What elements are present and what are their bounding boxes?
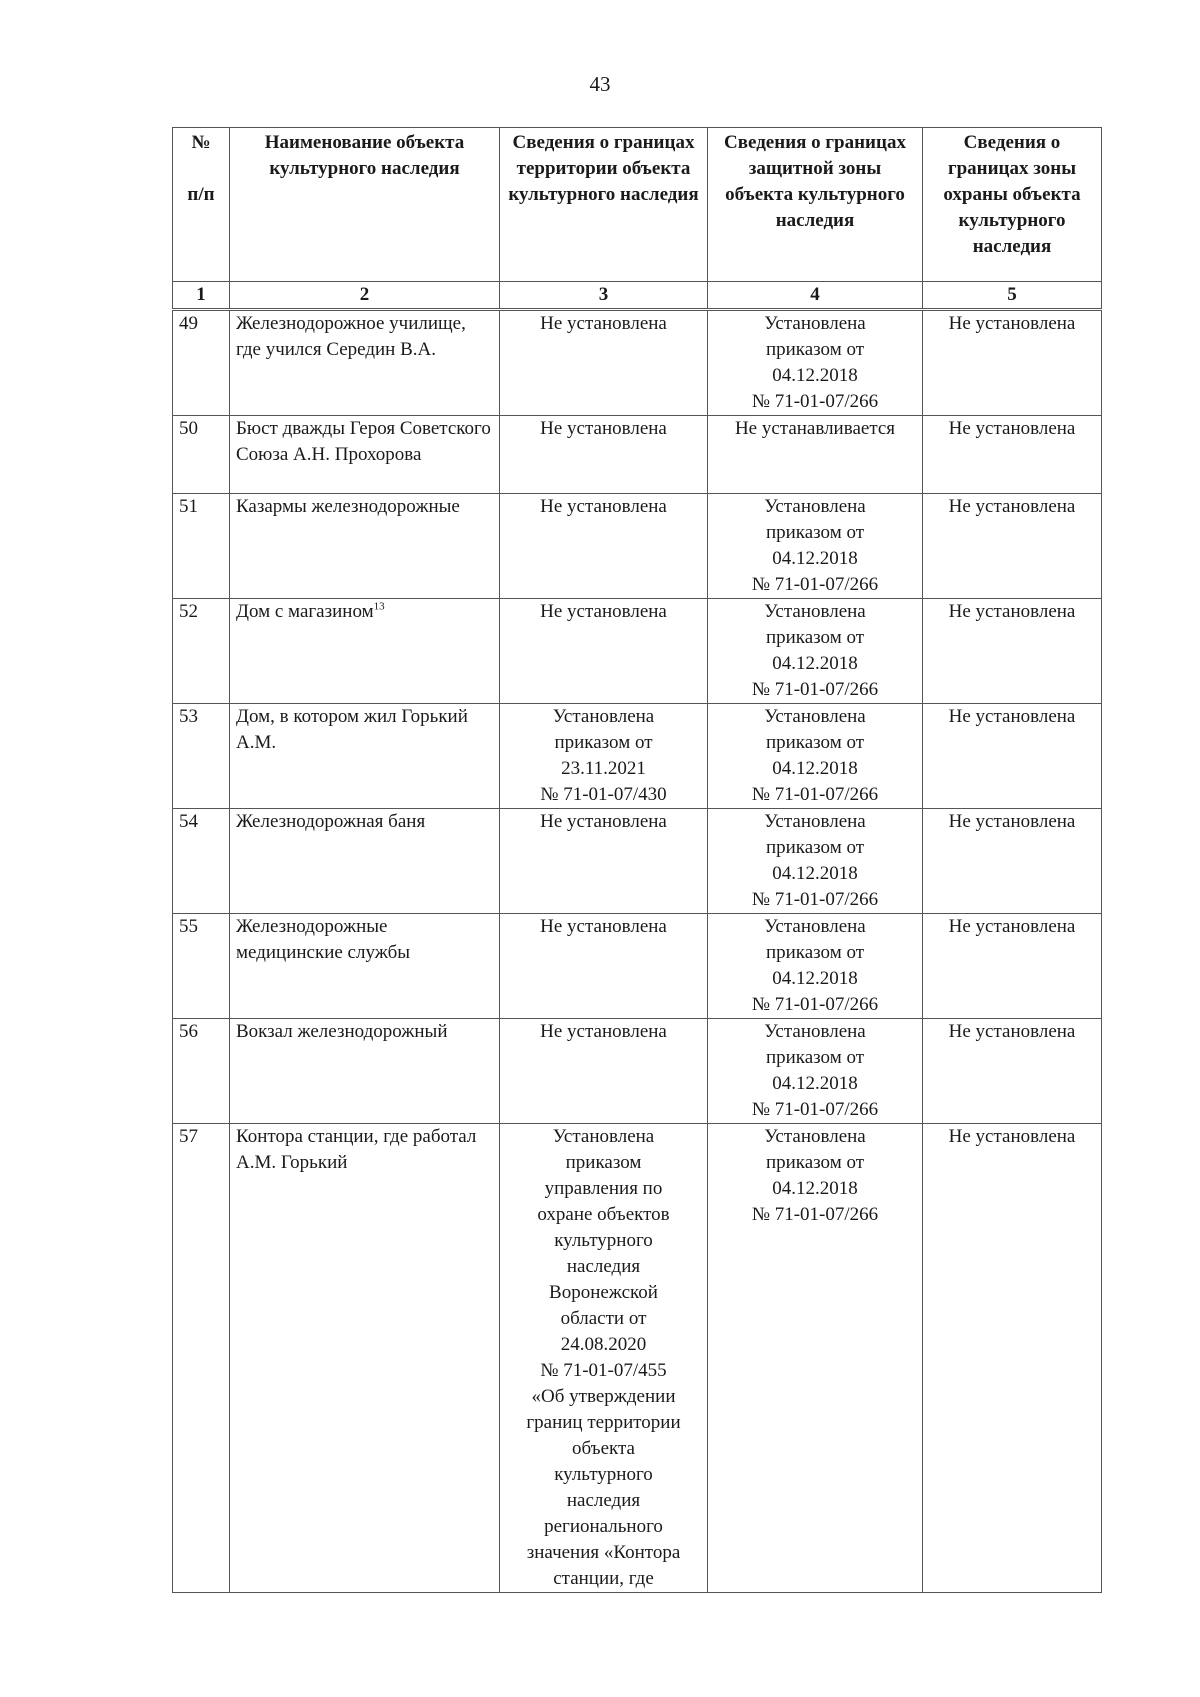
table-row [173, 809, 1102, 914]
protection-zone-cell: Не установлена [923, 809, 1102, 914]
territory-bounds-line: объекта [572, 1438, 635, 1459]
protective-zone-line: № 71-01-07/266 [751, 784, 879, 805]
territory-bounds-line: Воронежской [549, 1282, 658, 1303]
header-protective-zone: Сведения о границах защитной зоны объекта культурного наследия [708, 128, 923, 282]
object-name-cell [230, 704, 500, 809]
object-name-cell [230, 914, 500, 1019]
protective-zone-line: 04.12.2018 [772, 548, 858, 569]
object-name: Вокзал железнодорожный [236, 1021, 448, 1042]
object-name-cell [230, 494, 500, 599]
territory-bounds-line: приказом [565, 1152, 642, 1173]
object-name-cell [230, 599, 500, 704]
table-row [173, 599, 1102, 704]
table-row [173, 914, 1102, 1019]
protective-zone-line: № 71-01-07/266 [751, 574, 879, 595]
object-name: Железнодорожная баня [236, 811, 426, 832]
protective-zone-cell [708, 599, 923, 704]
territory-bounds-line: Не установлена [540, 601, 667, 622]
protection-zone-cell: Не установлена [923, 310, 1102, 416]
protective-zone-line: Установлена [764, 1021, 866, 1042]
protective-zone-line: № 71-01-07/266 [751, 391, 879, 412]
protective-zone-line: Установлена [764, 601, 866, 622]
protective-zone-cell [708, 809, 923, 914]
protective-zone-cell [708, 704, 923, 809]
protective-zone-line: приказом от [765, 1047, 865, 1068]
protective-zone-line: приказом от [765, 627, 865, 648]
row-number: 52 [173, 599, 230, 704]
object-name-cell [230, 1019, 500, 1124]
territory-bounds-cell [500, 704, 708, 809]
protective-zone-line: 04.12.2018 [772, 653, 858, 674]
territory-bounds-cell [500, 416, 708, 494]
row-number: 57 [173, 1124, 230, 1593]
protective-zone-line: приказом от [765, 522, 865, 543]
page-number: 43 [589, 72, 611, 96]
protection-zone-cell: Не установлена [923, 914, 1102, 1019]
row-number: 51 [173, 494, 230, 599]
object-name-cell [230, 1124, 500, 1593]
protective-zone-cell [708, 310, 923, 416]
header-number [173, 128, 230, 282]
column-index: 4 [708, 282, 923, 310]
table-row [173, 494, 1102, 599]
territory-bounds-cell [500, 1019, 708, 1124]
row-number: 53 [173, 704, 230, 809]
territory-bounds-cell [500, 494, 708, 599]
protective-zone-line: Установлена [764, 811, 866, 832]
row-number: 50 [173, 416, 230, 494]
territory-bounds-cell [500, 310, 708, 416]
table-body [173, 310, 1102, 1593]
protective-zone-line: приказом от [765, 1152, 865, 1173]
row-number: 55 [173, 914, 230, 1019]
territory-bounds-cell [500, 809, 708, 914]
protective-zone-line: № 71-01-07/266 [751, 1204, 879, 1225]
territory-bounds-line: наследия [566, 1256, 641, 1277]
header-territory-bounds: Сведения о границах территории объекта культурного наследия [500, 128, 708, 282]
protective-zone-cell [708, 416, 923, 494]
territory-bounds-line: Не установлена [540, 418, 667, 439]
territory-bounds-line: Не установлена [540, 811, 667, 832]
territory-bounds-line: охране объектов [537, 1204, 670, 1225]
protective-zone-cell [708, 1019, 923, 1124]
protective-zone-line: приказом от [765, 339, 865, 360]
object-name: Дом с магазином [236, 601, 374, 622]
protective-zone-line: Установлена [764, 1126, 866, 1147]
protective-zone-line: Не устанавливается [734, 418, 896, 439]
territory-bounds-line: № 71-01-07/430 [540, 784, 667, 805]
territory-bounds-line: культурного [554, 1464, 653, 1485]
territory-bounds-line: Установлена [552, 706, 655, 727]
protective-zone-line: Установлена [764, 496, 866, 517]
footnote-marker: 13 [373, 600, 385, 613]
territory-bounds-line: Не установлена [540, 496, 667, 517]
column-index-row [173, 282, 1102, 310]
protection-zone-cell: Не установлена [923, 1019, 1102, 1124]
territory-bounds-cell [500, 1124, 708, 1593]
object-name-cell [230, 416, 500, 494]
protective-zone-line: Установлена [764, 706, 866, 727]
protective-zone-line: 04.12.2018 [772, 1073, 858, 1094]
column-index: 1 [173, 282, 230, 310]
territory-bounds-line: области от [560, 1308, 647, 1329]
header-number-pp: п/п [187, 184, 215, 205]
territory-bounds-line: 23.11.2021 [561, 758, 646, 779]
protective-zone-cell [708, 914, 923, 1019]
territory-bounds-line: культурного [554, 1230, 653, 1251]
territory-bounds-line: Не установлена [540, 313, 667, 334]
heritage-objects-table [172, 127, 1102, 1593]
row-number: 49 [173, 310, 230, 416]
territory-bounds-line: Не установлена [540, 1021, 667, 1042]
territory-bounds-line: управления по [544, 1178, 663, 1199]
territory-bounds-line: № 71-01-07/455 [540, 1360, 667, 1381]
table-row [173, 416, 1102, 494]
column-index: 5 [923, 282, 1102, 310]
table-row [173, 1124, 1102, 1593]
protective-zone-line: Установлена [764, 916, 866, 937]
table-header-row [173, 128, 1102, 282]
protective-zone-cell [708, 494, 923, 599]
object-name: Дом, в котором жил Горький А.М. [236, 706, 468, 753]
territory-bounds-cell [500, 599, 708, 704]
row-number: 56 [173, 1019, 230, 1124]
territory-bounds-line: 24.08.2020 [560, 1334, 647, 1355]
protective-zone-line: приказом от [765, 837, 865, 858]
object-name: Железнодорожное училище, где учился Середин В.А. [236, 313, 466, 360]
protection-zone-cell: Не установлена [923, 494, 1102, 599]
column-index: 2 [230, 282, 500, 310]
header-number-sign: № [191, 132, 211, 153]
territory-bounds-line: приказом от [554, 732, 653, 753]
object-name-cell [230, 310, 500, 416]
header-protection-zone: Сведения о границах зоны охраны объекта культурного наследия [923, 128, 1102, 282]
object-name: Бюст дважды Героя Советского Союза А.Н. Прохорова [236, 418, 491, 465]
territory-bounds-line: значения «Контора [526, 1542, 681, 1563]
object-name: Казармы железнодорожные [236, 496, 460, 517]
protective-zone-line: 04.12.2018 [772, 1178, 858, 1199]
territory-bounds-cell [500, 914, 708, 1019]
table-row [173, 1019, 1102, 1124]
protective-zone-line: приказом от [765, 942, 865, 963]
territory-bounds-line: регионального [544, 1516, 663, 1537]
territory-bounds-line: Не установлена [540, 916, 667, 937]
column-index: 3 [500, 282, 708, 310]
protection-zone-cell: Не установлена [923, 599, 1102, 704]
protection-zone-cell: Не установлена [923, 416, 1102, 494]
object-name: Контора станции, где работал А.М. Горький [236, 1126, 477, 1173]
protective-zone-line: Установлена [764, 313, 866, 334]
protective-zone-cell [708, 1124, 923, 1593]
protective-zone-line: № 71-01-07/266 [751, 994, 879, 1015]
protection-zone-cell: Не установлена [923, 1124, 1102, 1593]
object-name-cell [230, 809, 500, 914]
object-name: Железнодорожные медицинские службы [236, 916, 411, 963]
protection-zone-cell: Не установлена [923, 704, 1102, 809]
territory-bounds-line: границ территории [526, 1412, 681, 1433]
protective-zone-line: приказом от [765, 732, 865, 753]
protective-zone-line: 04.12.2018 [772, 863, 858, 884]
protective-zone-line: 04.12.2018 [772, 365, 858, 386]
protective-zone-line: 04.12.2018 [772, 968, 858, 989]
protective-zone-line: № 71-01-07/266 [751, 679, 879, 700]
territory-bounds-line: станции, где [553, 1568, 654, 1589]
row-number: 54 [173, 809, 230, 914]
protective-zone-line: № 71-01-07/266 [751, 889, 879, 910]
table-row [173, 310, 1102, 416]
protective-zone-line: 04.12.2018 [772, 758, 858, 779]
territory-bounds-line: наследия [566, 1490, 641, 1511]
territory-bounds-line: Установлена [552, 1126, 655, 1147]
header-object-name: Наименование объекта культурного наследия [230, 128, 500, 282]
protective-zone-line: № 71-01-07/266 [751, 1099, 879, 1120]
territory-bounds-line: «Об утверждении [531, 1386, 676, 1407]
table-row [173, 704, 1102, 809]
